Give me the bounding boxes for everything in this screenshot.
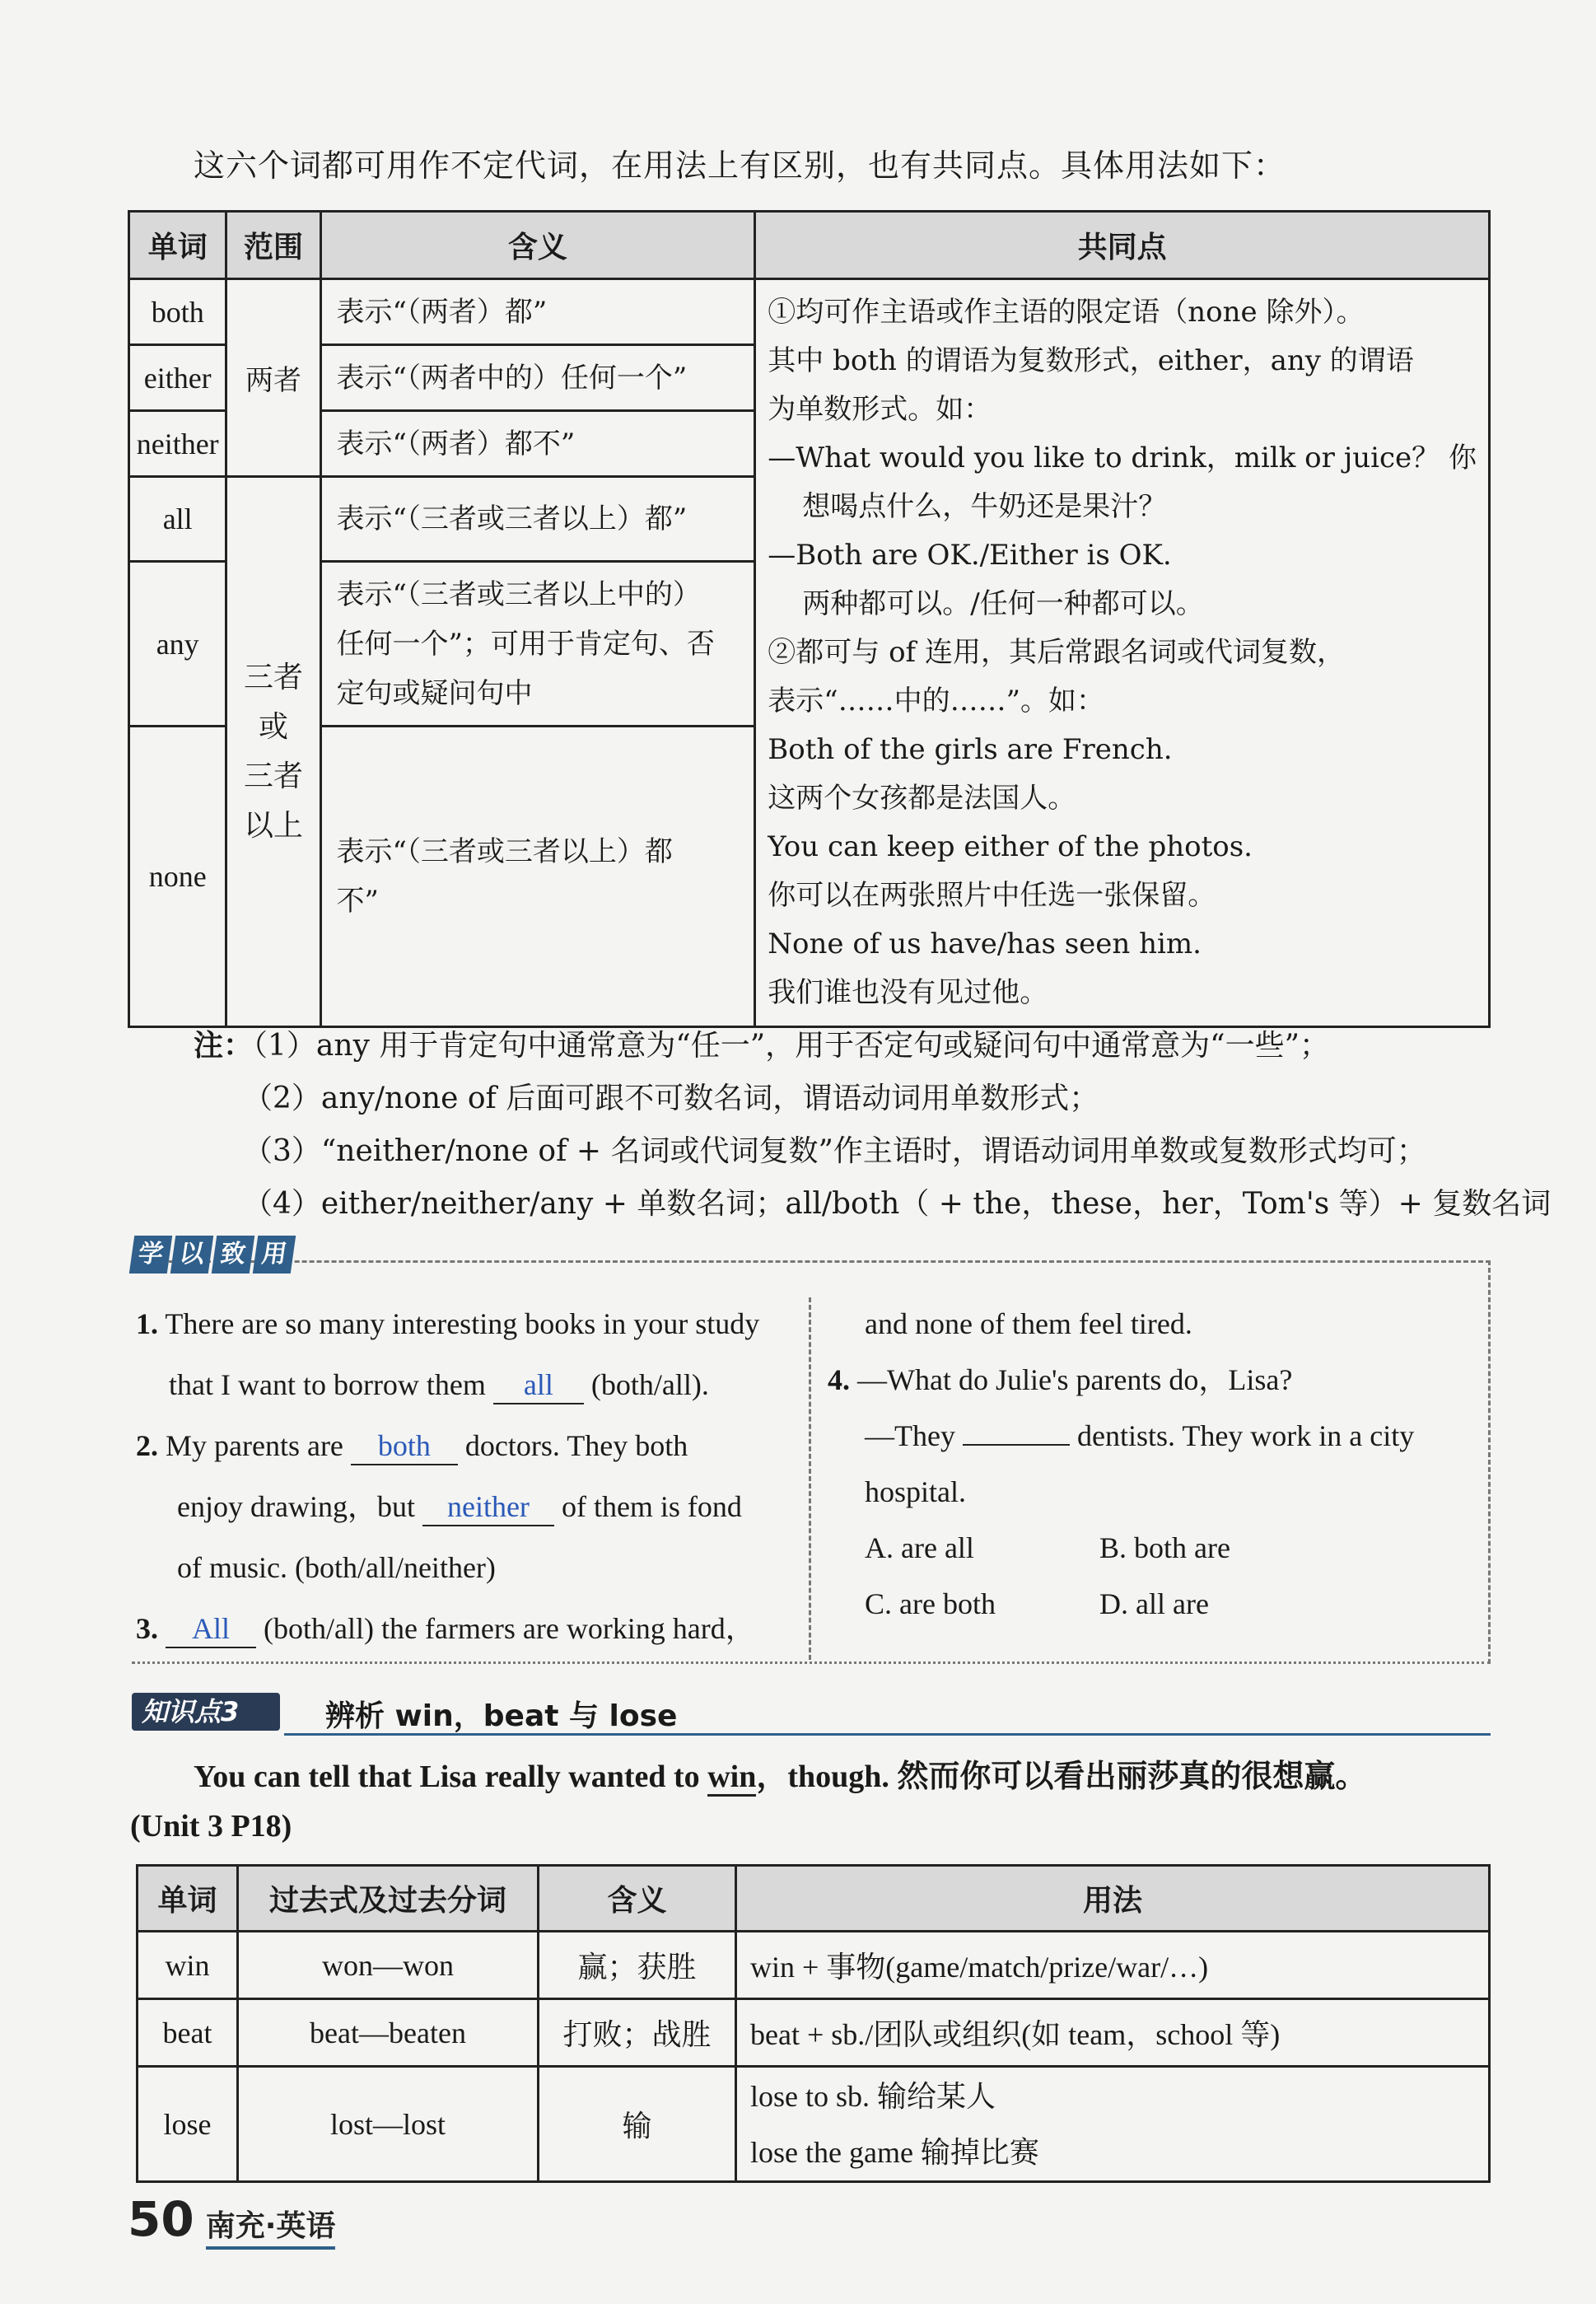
word-cell: neither (129, 411, 226, 477)
word-cell: lose (138, 2067, 238, 2182)
common-line: ①均可作主语或作主语的限定语（none 除外）。 (768, 296, 1365, 329)
meaning-cell (320, 727, 755, 1027)
heading-char: 致 (212, 1236, 254, 1274)
header-meaning: 含义 (539, 1866, 736, 1932)
note-line: （4）either/neither/any + 单数名词；all/both（ + the，these，her，Tom's 等）+ 复数名词 (243, 1187, 1552, 1221)
answer-blank (963, 1444, 1070, 1446)
intro-text: 这六个词都可用作不定代词，在用法上有区别，也有共同点。具体用法如下： (194, 147, 1286, 184)
book-label: 南充·英语 (206, 2203, 336, 2250)
note-line: （3）“neither/none of + 名词或代词复数”作主语时，谓语动词用单数或复数形式均可； (243, 1134, 1426, 1168)
heading-char: 学 (129, 1236, 172, 1274)
meaning-line: 任何一个”；可用于肯定句、否 (336, 627, 715, 661)
header-word: 单词 (138, 1866, 238, 1932)
question-text: (both/all) the farmers are working hard， (264, 1612, 755, 1645)
knowledge-point-tag: 知识点3 (132, 1693, 280, 1731)
question-text: —They (865, 1419, 955, 1452)
word-cell: none (129, 727, 226, 1027)
range-char: 以上 (243, 808, 303, 843)
answer-blank: both (351, 1428, 458, 1465)
title-rule (284, 1733, 1491, 1736)
pronoun-usage-table (128, 210, 1491, 1028)
word-cell: beat (138, 1999, 238, 2067)
question-text: My parents are (166, 1429, 343, 1462)
usage-cell: beat + sb./团队或组织(如 team，school 等) (736, 1999, 1490, 2067)
meaning-cell: 表示“（两者）都” (320, 279, 755, 345)
header-range: 范围 (226, 212, 320, 279)
question-text: —What do Julie's parents do，Lisa? (857, 1363, 1293, 1396)
page-number: 50 (128, 2191, 194, 2247)
question-number: 3. (136, 1612, 158, 1645)
question-text: that I want to borrow them (169, 1368, 486, 1401)
question-1-line1 (136, 1293, 759, 1354)
forms-cell: lost—lost (238, 2067, 539, 2182)
word-cell: either (129, 345, 226, 411)
range-char: 三者 (243, 660, 303, 694)
practice-heading (132, 1236, 293, 1274)
notes-block (194, 1020, 1551, 1231)
meaning-cell: 表示“（三者或三者以上）都” (320, 477, 755, 562)
header-forms: 过去式及过去分词 (238, 1866, 539, 1932)
question-2-line1 (136, 1415, 688, 1476)
meaning-cell (320, 562, 755, 727)
question-4-line2 (865, 1405, 1414, 1466)
common-line: 想喝点什么，牛奶还是果汁？ (802, 490, 1167, 523)
option-c: C. are both (865, 1587, 996, 1620)
question-text: There are so many interesting books in your study (165, 1307, 760, 1340)
question-text: dentists. They work in a city (1076, 1419, 1415, 1452)
range-three-cell (226, 477, 320, 1027)
sentence-text: You can tell that Lisa really wanted to (194, 1760, 708, 1794)
usage-cell: win + 事物(game/match/prize/war/…) (736, 1932, 1490, 1999)
word-cell: both (129, 279, 226, 345)
meaning-line: 不” (336, 885, 379, 918)
meaning-line: 表示“（三者或三者以上中的） (336, 577, 701, 611)
answer-blank: neither (422, 1488, 554, 1526)
common-line: None of us have/has seen him. (768, 928, 1202, 960)
word-cell: win (138, 1932, 238, 1999)
question-text: doctors. They both (464, 1429, 688, 1462)
page-footer (128, 2191, 335, 2250)
question-2-line2 (177, 1476, 742, 1537)
usage-line: lose the game 输掉比赛 (750, 2135, 1039, 2169)
question-number: 4. (828, 1363, 850, 1396)
range-char: 三者 (243, 759, 303, 793)
common-line: 其中 both 的谓语为复数形式，either，any 的谓语 (768, 344, 1414, 377)
common-line: 表示“……中的……”。如： (768, 685, 1105, 717)
key-word: win (707, 1760, 756, 1797)
sentence-source: (Unit 3 P18) (130, 1809, 292, 1844)
question-3-line1 (136, 1598, 755, 1659)
heading-char: 以 (170, 1236, 213, 1274)
meaning-line: 定句或疑问句中 (336, 676, 533, 710)
meaning-line: 表示“（三者或三者以上）都 (336, 835, 673, 868)
question-text: enjoy drawing，but (177, 1490, 415, 1523)
column-divider (809, 1297, 811, 1660)
note-line: （2）any/none of 后面可跟不可数名词，谓语动词用单数形式； (243, 1082, 1099, 1115)
sentence-translation: 然而你可以看出丽莎真的很想赢。 (897, 1758, 1367, 1794)
range-two-cell: 两者 (226, 279, 320, 477)
header-usage: 用法 (736, 1866, 1490, 1932)
common-line: 为单数形式。如： (768, 393, 992, 426)
header-meaning: 含义 (320, 212, 755, 279)
common-line: ②都可与 of 连用，其后常跟名词或代词复数， (768, 636, 1345, 669)
word-cell: all (129, 477, 226, 562)
usage-cell (736, 2067, 1490, 2182)
meaning-cell: 表示“（两者）都不” (320, 411, 755, 477)
meaning-cell: 打败；战胜 (539, 1999, 736, 2067)
question-4-line1 (828, 1349, 1292, 1410)
usage-line: lose to sb. 输给某人 (750, 2079, 996, 2113)
common-line: —What would you like to drink，milk or juice？ 你 (768, 442, 1477, 474)
win-beat-lose-table (136, 1864, 1491, 2183)
option-a: A. are all (865, 1531, 974, 1564)
word-cell: any (129, 562, 226, 727)
common-line: Both of the girls are French. (768, 733, 1173, 766)
question-1-line2 (169, 1354, 709, 1415)
sentence-text: ，though. (756, 1760, 889, 1794)
notes-head: 注： (194, 1029, 254, 1063)
question-number: 2. (136, 1429, 158, 1462)
range-char: 或 (258, 709, 288, 744)
common-line: 你可以在两张照片中任选一张保留。 (768, 879, 1216, 912)
question-number: 1. (136, 1307, 158, 1340)
answer-blank: all (493, 1367, 584, 1404)
forms-cell: beat—beaten (238, 1999, 539, 2067)
question-text: of them is fond (561, 1490, 742, 1523)
common-line: —Both are OK./Either is OK. (768, 539, 1172, 572)
heading-char: 用 (253, 1236, 296, 1274)
question-2-line3: of music. (both/all/neither) (177, 1551, 496, 1584)
meaning-cell: 输 (539, 2067, 736, 2182)
answer-blank: All (166, 1610, 256, 1648)
common-line: 我们谁也没有见过他。 (768, 976, 1048, 1009)
question-4-line3: hospital. (865, 1475, 966, 1508)
question-text: (both/all). (590, 1368, 709, 1401)
forms-cell: won—won (238, 1932, 539, 1999)
note-line: （1）any 用于肯定句中通常意为“任一”，用于否定句或疑问句中通常意为“一些”； (253, 1029, 1329, 1063)
common-line: You can keep either of the photos. (768, 830, 1253, 863)
knowledge-point-title: 辨析 win，beat 与 lose (325, 1699, 678, 1733)
option-b: B. both are (1099, 1531, 1230, 1564)
common-line: 两种都可以。/任何一种都可以。 (802, 587, 1204, 620)
header-word: 单词 (129, 212, 226, 279)
question-3-line2: and none of them feel tired. (865, 1307, 1192, 1340)
meaning-cell: 赢；获胜 (539, 1932, 736, 1999)
option-d: D. all are (1099, 1587, 1209, 1620)
header-common: 共同点 (755, 212, 1490, 279)
meaning-cell: 表示“（两者中的）任何一个” (320, 345, 755, 411)
common-points-cell (755, 279, 1490, 1027)
example-sentence (194, 1750, 1366, 1796)
common-line: 这两个女孩都是法国人。 (768, 782, 1076, 815)
